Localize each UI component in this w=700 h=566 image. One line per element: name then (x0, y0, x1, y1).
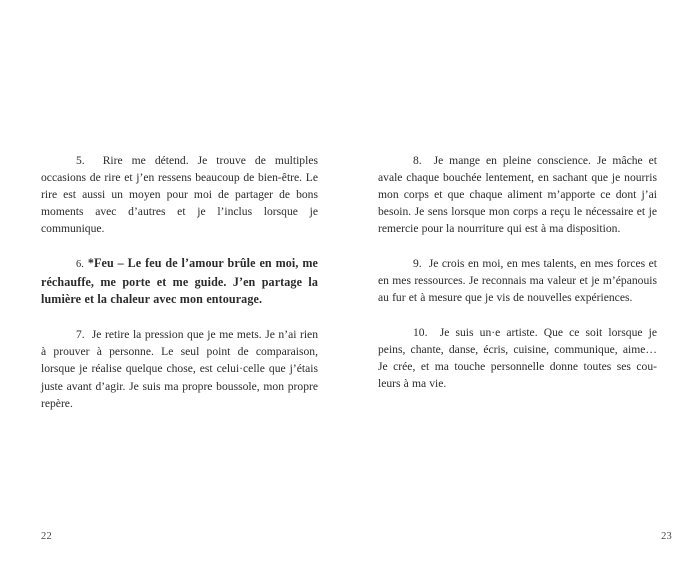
paragraph-8-number: 8. (413, 154, 422, 167)
paragraph-5-text: Rire me détend. Je trouve de multiples occasions de rire et j’en ressens beaucoup de bien-être. Le rire est aussi un moyen pour moi de partager de bons moments avec d’autres et je l’inclus lorsque je communique. (41, 154, 318, 236)
paragraph-10-text: Je suis un·e artiste. Que ce soit lorsque je peins, chante, danse, écris, cuisine, communique, aime… Je crée, et ma touche personnelle donne toutes ses cou-leurs à ma vie. (378, 325, 657, 391)
folio-left: 22 (41, 531, 52, 542)
paragraph-6 (41, 255, 318, 309)
paragraph-7 (41, 326, 318, 411)
paragraph-10-number: 10. (413, 325, 428, 339)
paragraph-8 (378, 152, 657, 237)
right-column-text-block (378, 152, 657, 392)
paragraph-5-number: 5. (76, 154, 85, 167)
paragraph-7-text: Je retire la pression que je me mets. Je n’ai rien à prouver à personne. Le seul point de comparaison, lorsque je réalise quelque chose, est celui·celle que j’étais juste avant d’agir. Je suis ma propre boussole, mon propre repère. (41, 328, 319, 410)
paragraph-8-text: Je mange en pleine conscience. Je mâche et avale chaque bouchée lentement, en sachant que je nourris mon corps et que chaque aliment m’apporte ce dont j’ai besoin. Je sens lorsque mon corps a reçu le nécessaire et je remercie pour la nourriture qui est à ma disposition. (378, 154, 657, 236)
paragraph-9 (378, 255, 657, 306)
paragraph-9-text: Je crois en moi, en mes talents, en mes forces et en mes ressources. Je reconnais ma valeur et je m’épanouis au fur et à mesure que je vis de nouvelles expériences. (378, 256, 658, 305)
page-right (350, 0, 700, 566)
paragraph-7-number: 7. (76, 328, 85, 342)
folio-right: 23 (661, 531, 672, 542)
paragraph-9-number: 9. (413, 256, 422, 270)
paragraph-5 (41, 152, 318, 237)
paragraph-6-text: *Feu – Le feu de l’amour brûle en moi, me réchauffe, me porte et me guide. J’en partage la lumière et la chaleur avec mon entourage. (41, 255, 318, 307)
paragraph-6-number: 6. (76, 258, 84, 270)
left-column-text-block (41, 152, 318, 412)
paragraph-10 (378, 324, 657, 392)
